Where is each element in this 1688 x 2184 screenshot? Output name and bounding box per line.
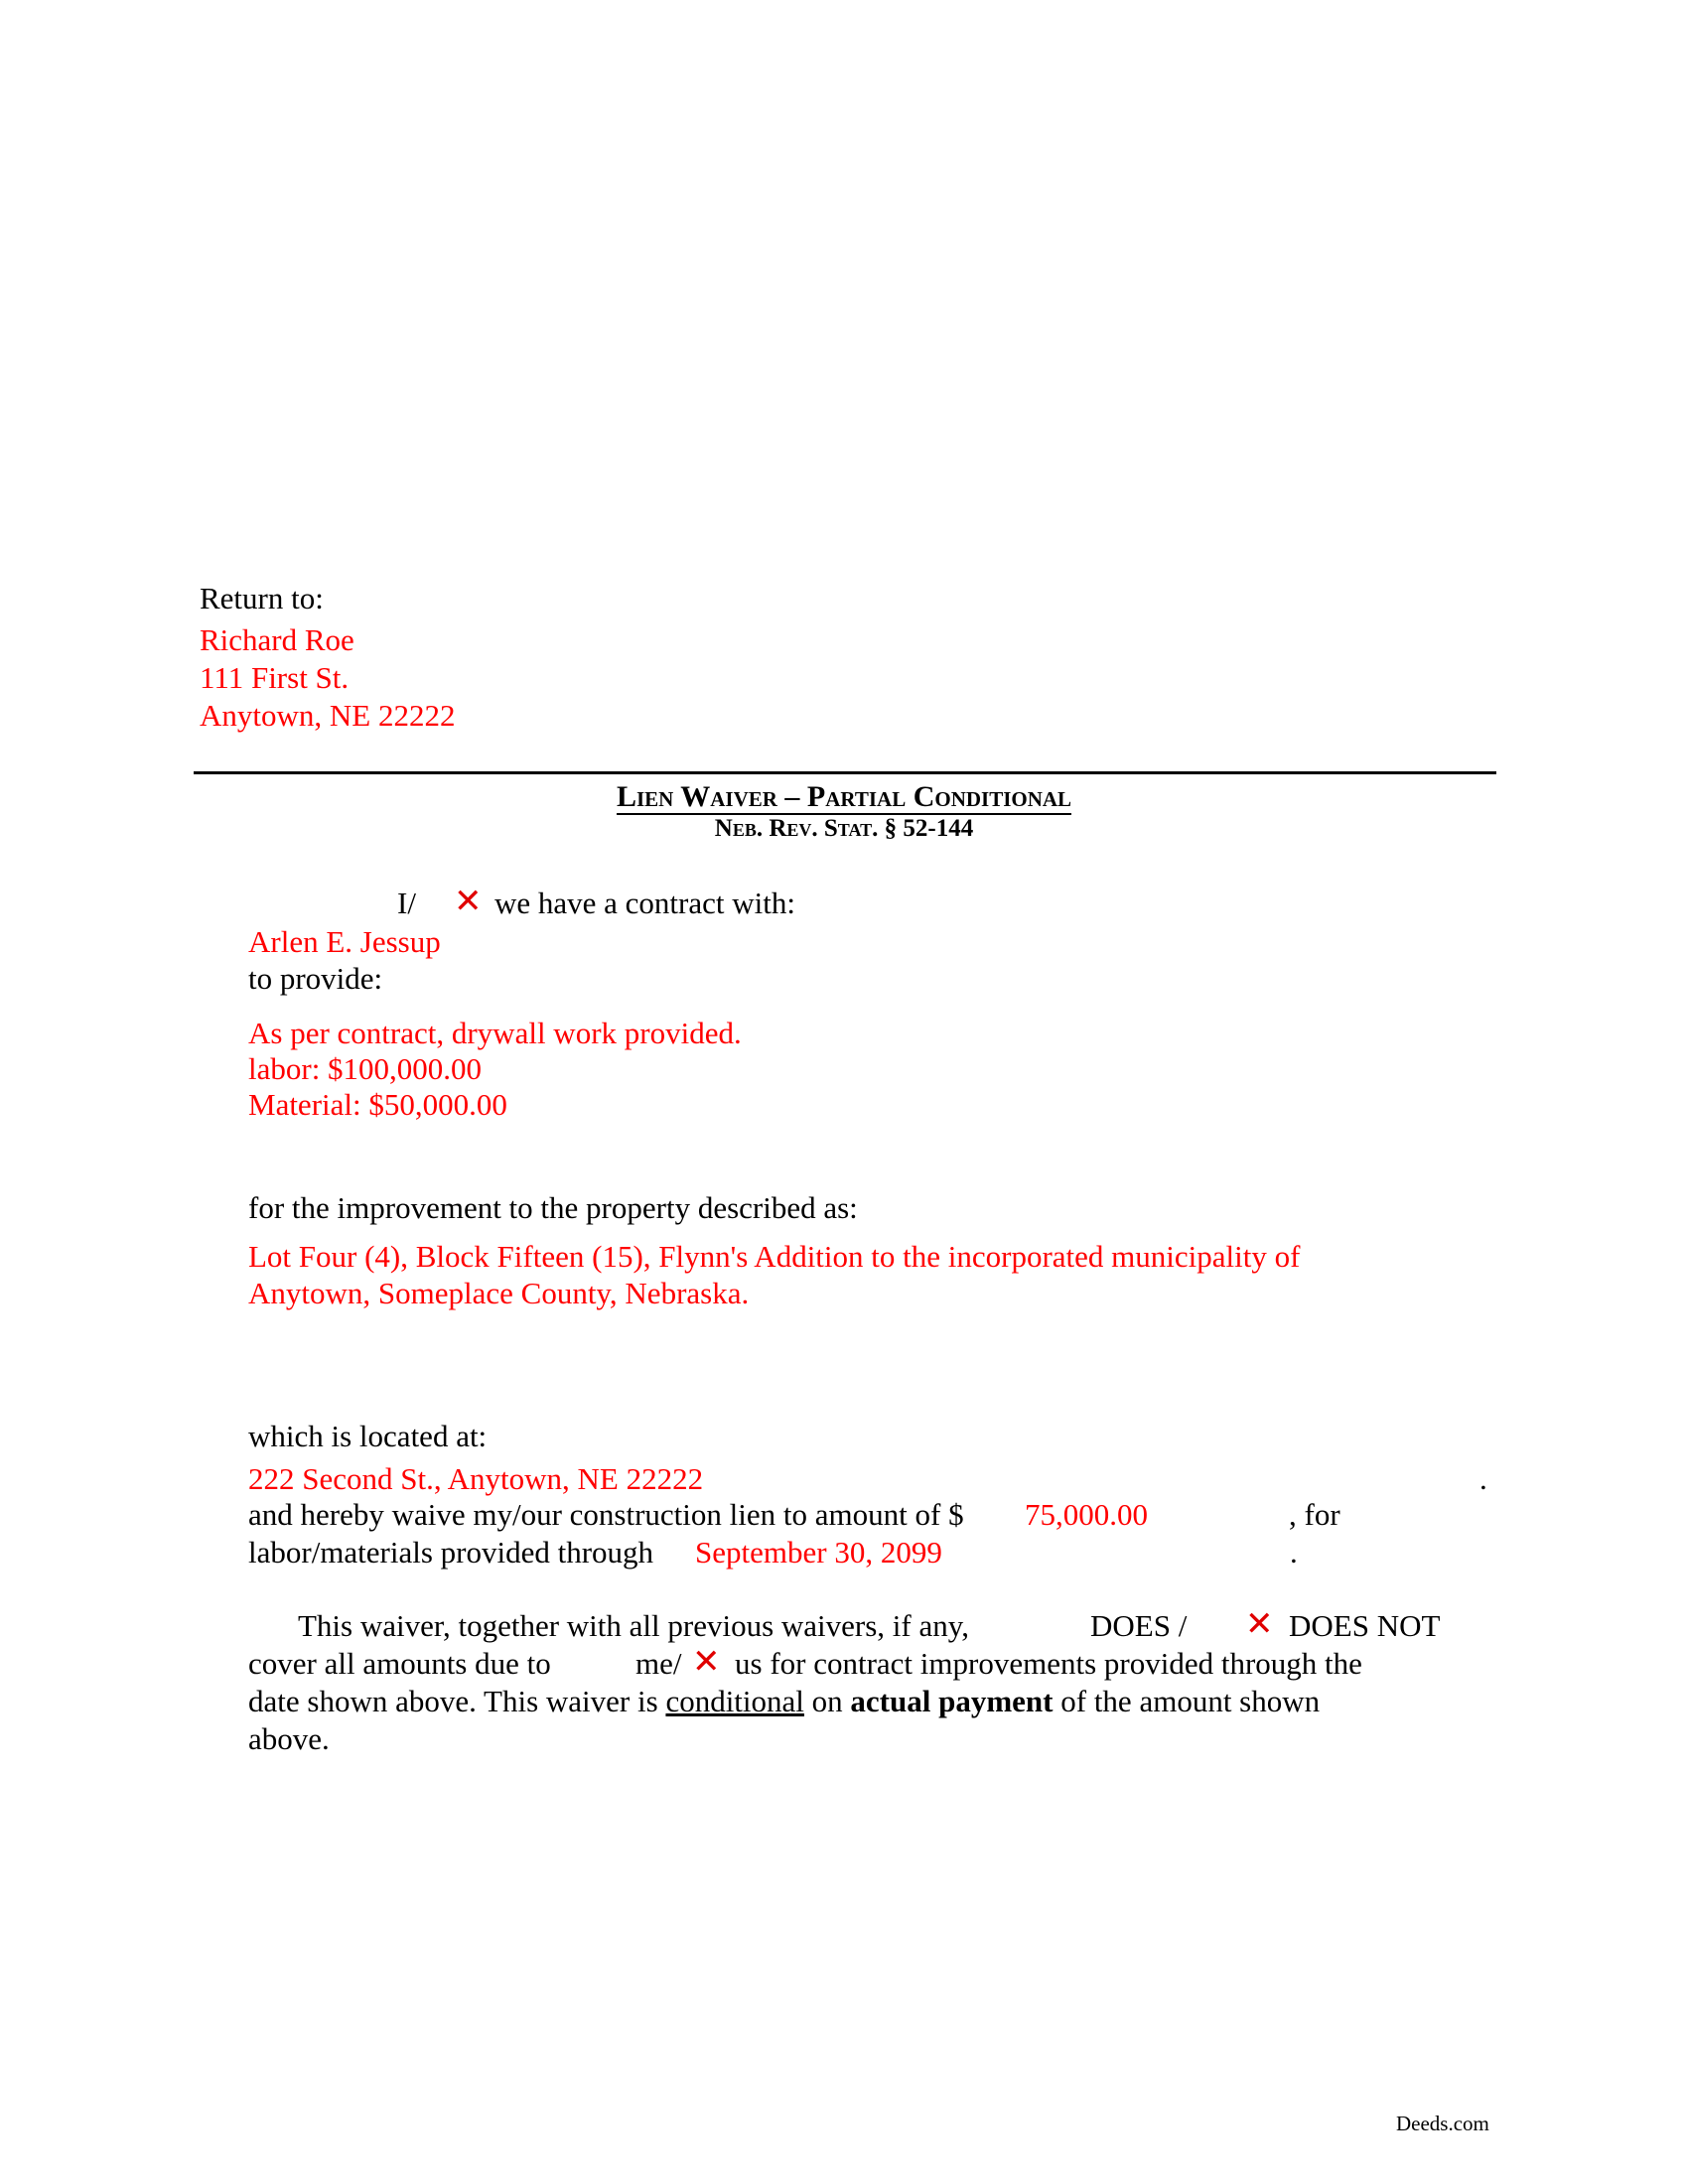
- x-check-icon: ✕: [454, 882, 483, 921]
- coverage-line-4: above.: [248, 1721, 330, 1756]
- waiver-amount: 75,000.00: [1025, 1497, 1148, 1532]
- does-option: DOES /: [1090, 1608, 1188, 1643]
- property-description-line: Lot Four (4), Block Fifteen (15), Flynn's Addition to the incorporated municipality of: [248, 1239, 1301, 1274]
- return-to-label: Return to:: [200, 581, 324, 615]
- waiver-through-prefix: labor/materials provided through: [248, 1535, 654, 1570]
- service-line: Material: $50,000.00: [248, 1087, 507, 1122]
- footer-source: Deeds.com: [1396, 2112, 1489, 2135]
- coverage-line-1: This waiver, together with all previous waivers, if any,: [298, 1608, 969, 1643]
- address-end-period: .: [1479, 1461, 1487, 1496]
- return-to-name: Richard Roe: [200, 622, 354, 657]
- service-line: As per contract, drywall work provided.: [248, 1016, 742, 1050]
- coverage-line-3-mid: on: [811, 1684, 843, 1718]
- service-line: labor: $100,000.00: [248, 1051, 483, 1086]
- header-divider: [194, 771, 1496, 774]
- document-title: [0, 777, 1688, 817]
- contract-suffix: we have a contract with:: [494, 886, 795, 920]
- x-check-icon: ✕: [1245, 1604, 1274, 1644]
- coverage-line-2-prefix: cover all amounts due to: [248, 1646, 551, 1681]
- contract-party: Arlen E. Jessup: [248, 924, 441, 959]
- to-provide-label: to provide:: [248, 961, 383, 996]
- waiver-through-date: September 30, 2099: [695, 1535, 942, 1570]
- property-address: 222 Second St., Anytown, NE 22222: [248, 1461, 704, 1496]
- waiver-end-period: .: [1290, 1535, 1298, 1570]
- waiver-amount-prefix: and hereby waive my/our construction lien to amount of $: [248, 1497, 964, 1532]
- conditional-word: conditional: [665, 1684, 804, 1718]
- does-not-option: DOES NOT: [1289, 1608, 1441, 1643]
- coverage-line-3-suffix: of the amount shown: [1060, 1684, 1321, 1718]
- me-option: me/: [635, 1646, 682, 1681]
- coverage-line-3-prefix: date shown above. This waiver is: [248, 1684, 658, 1718]
- waiver-amount-suffix: , for: [1289, 1497, 1340, 1532]
- coverage-line-2-suffix: us for contract improvements provided through the: [735, 1646, 1362, 1681]
- coverage-line-3: [248, 1683, 1320, 1720]
- statute-reference: Neb. Rev. Stat. § 52-144: [714, 815, 974, 842]
- return-to-street: 111 First St.: [200, 660, 350, 695]
- contract-prefix: I/: [397, 886, 416, 920]
- property-label: for the improvement to the property described as:: [248, 1190, 858, 1225]
- actual-payment-phrase: actual payment: [850, 1684, 1054, 1718]
- document-title-text: Lien Waiver – Partial Conditional: [616, 780, 1072, 813]
- return-to-city: Anytown, NE 22222: [200, 698, 456, 733]
- location-label: which is located at:: [248, 1419, 488, 1453]
- property-description-line: Anytown, Someplace County, Nebraska.: [248, 1276, 750, 1310]
- x-check-icon: ✕: [692, 1642, 721, 1682]
